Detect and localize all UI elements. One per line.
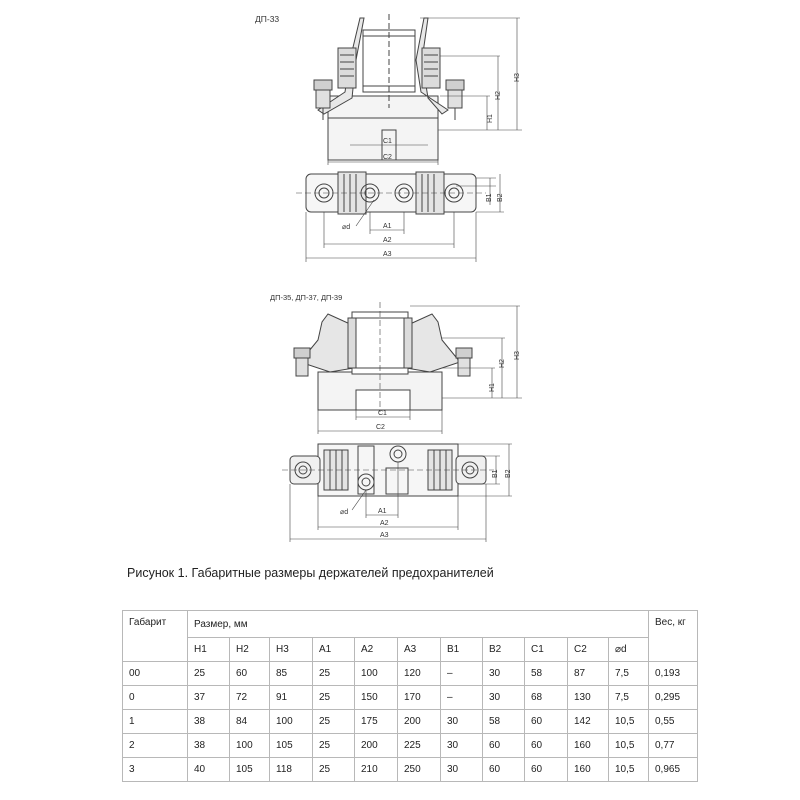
- dp33-label-a3: A3: [383, 251, 392, 258]
- table-cell: 72: [230, 686, 270, 710]
- table-row: [123, 758, 698, 782]
- table-cell: 210: [355, 758, 398, 782]
- dp33-top-view: [296, 172, 504, 262]
- dp33-label-a2: A2: [383, 237, 392, 244]
- dp33-label-c2: C2: [383, 154, 392, 161]
- table-cell: 160: [568, 734, 609, 758]
- cell-gabarit: 0: [123, 686, 188, 710]
- table-row: [123, 710, 698, 734]
- table-cell: 25: [313, 710, 355, 734]
- dp33-label-a1: A1: [383, 223, 392, 230]
- table-cell: 84: [230, 710, 270, 734]
- table-cell: –: [441, 662, 483, 686]
- dp33-label-h1: H1: [487, 114, 494, 123]
- table-cell: 30: [441, 734, 483, 758]
- table-row: [123, 686, 698, 710]
- table-cell: –: [441, 686, 483, 710]
- table-cell: 7,5: [609, 662, 649, 686]
- table-cell: 10,5: [609, 734, 649, 758]
- table-cell: 30: [441, 710, 483, 734]
- table-cell: 37: [188, 686, 230, 710]
- cell-gabarit: 00: [123, 662, 188, 686]
- table-cell: 160: [568, 758, 609, 782]
- table-header-row: [123, 611, 698, 638]
- subheader-cell: A2: [355, 638, 398, 662]
- table-cell: 120: [398, 662, 441, 686]
- subheader-cell: H3: [270, 638, 313, 662]
- dp35-label-c2: C2: [376, 424, 385, 431]
- table-cell: 225: [398, 734, 441, 758]
- subheader-cell: ⌀d: [609, 638, 649, 662]
- dp35-top-view: [282, 444, 512, 542]
- subheader-cell: B1: [441, 638, 483, 662]
- subheader-cell: A3: [398, 638, 441, 662]
- table-cell: 7,5: [609, 686, 649, 710]
- cell-gabarit: 3: [123, 758, 188, 782]
- subheader-cell: H2: [230, 638, 270, 662]
- table-cell: 25: [313, 662, 355, 686]
- subheader-cell: H1: [188, 638, 230, 662]
- header-gabarit: Габарит: [123, 611, 188, 662]
- table-cell: 150: [355, 686, 398, 710]
- cell-gabarit: 2: [123, 734, 188, 758]
- dp33-label-h2: H2: [495, 91, 502, 100]
- cell-weight: 0,55: [649, 710, 698, 734]
- table-cell: 60: [230, 662, 270, 686]
- table-cell: 10,5: [609, 758, 649, 782]
- table-cell: 200: [398, 710, 441, 734]
- subheader-cell: A1: [313, 638, 355, 662]
- table-cell: 91: [270, 686, 313, 710]
- dp35-label-d: ⌀d: [340, 509, 349, 516]
- subheader-cell: C1: [525, 638, 568, 662]
- table-cell: 170: [398, 686, 441, 710]
- table-cell: 30: [483, 686, 525, 710]
- dp35-label-a3: A3: [380, 532, 389, 539]
- dp35-label-a2: A2: [380, 520, 389, 527]
- dp35-front-view: [294, 302, 522, 434]
- dp33-front-view: [314, 14, 522, 165]
- table-cell: 60: [483, 734, 525, 758]
- table-cell: 118: [270, 758, 313, 782]
- table-cell: 200: [355, 734, 398, 758]
- drawing1-title: ДП-33: [255, 14, 280, 24]
- subheader-cell: B2: [483, 638, 525, 662]
- table-cell: 175: [355, 710, 398, 734]
- table-cell: 38: [188, 734, 230, 758]
- dp35-label-h2: H2: [499, 359, 506, 368]
- table-cell: 10,5: [609, 710, 649, 734]
- dp33-label-c1: C1: [383, 138, 392, 145]
- table-cell: 87: [568, 662, 609, 686]
- header-weight: Вес, кг: [649, 611, 698, 662]
- dp35-label-c1: C1: [378, 410, 387, 417]
- drawing2-title: ДП-35, ДП-37, ДП-39: [270, 293, 343, 302]
- table-subheader-row: [123, 638, 698, 662]
- table-cell: 38: [188, 710, 230, 734]
- table-cell: 25: [188, 662, 230, 686]
- table-cell: 60: [525, 710, 568, 734]
- dp33-label-b1: B1: [486, 193, 493, 202]
- table-cell: 105: [270, 734, 313, 758]
- figure-caption: Рисунок 1. Габаритные размеры держателей предохранителей: [127, 566, 494, 580]
- table-row: [123, 734, 698, 758]
- table-cell: 250: [398, 758, 441, 782]
- table-cell: 100: [270, 710, 313, 734]
- table-cell: 60: [483, 758, 525, 782]
- dp35-label-h3: H3: [514, 351, 521, 360]
- dp35-label-b1: B1: [492, 469, 499, 478]
- table-cell: 100: [230, 734, 270, 758]
- table-cell: 105: [230, 758, 270, 782]
- table-cell: 30: [441, 758, 483, 782]
- cell-weight: 0,295: [649, 686, 698, 710]
- dp35-label-a1: A1: [378, 508, 387, 515]
- cell-weight: 0,965: [649, 758, 698, 782]
- dp33-label-d: ⌀d: [342, 224, 351, 231]
- table-cell: 142: [568, 710, 609, 734]
- table-cell: 58: [483, 710, 525, 734]
- cell-weight: 0,77: [649, 734, 698, 758]
- dp35-label-b2: B2: [505, 469, 512, 478]
- table-cell: 25: [313, 734, 355, 758]
- table-cell: 25: [313, 758, 355, 782]
- dp33-label-b2: B2: [497, 193, 504, 202]
- table-cell: 130: [568, 686, 609, 710]
- table-cell: 30: [483, 662, 525, 686]
- cell-weight: 0,193: [649, 662, 698, 686]
- table-cell: 40: [188, 758, 230, 782]
- table-cell: 85: [270, 662, 313, 686]
- subheader-cell: C2: [568, 638, 609, 662]
- dp35-label-h1: H1: [489, 383, 496, 392]
- dp33-label-h3: H3: [514, 73, 521, 82]
- table-cell: 60: [525, 758, 568, 782]
- header-size: Размер, мм: [188, 611, 649, 638]
- cell-gabarit: 1: [123, 710, 188, 734]
- table-cell: 58: [525, 662, 568, 686]
- table-cell: 25: [313, 686, 355, 710]
- table-cell: 100: [355, 662, 398, 686]
- table-cell: 68: [525, 686, 568, 710]
- dimensions-table: [122, 610, 698, 782]
- table-row: [123, 662, 698, 686]
- table-cell: 60: [525, 734, 568, 758]
